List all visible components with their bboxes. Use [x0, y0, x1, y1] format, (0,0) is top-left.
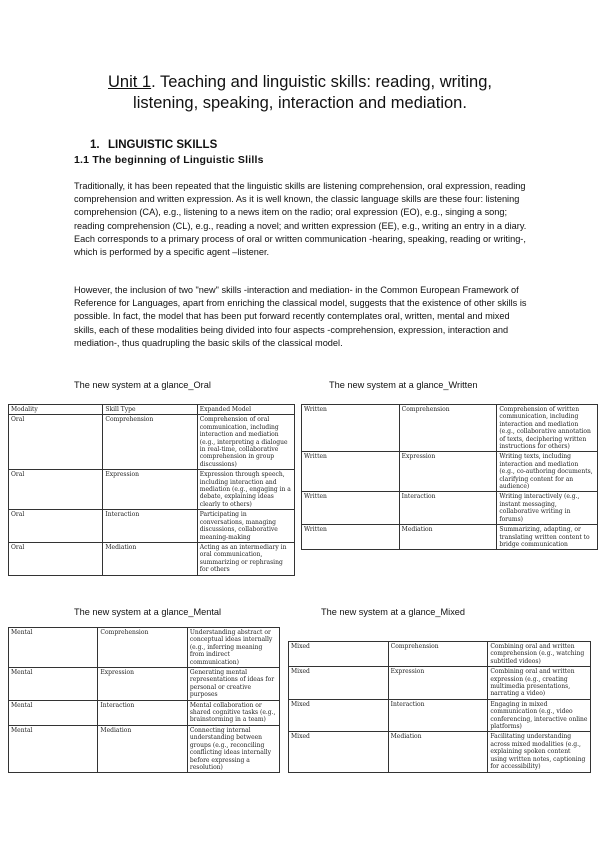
mental-table [8, 627, 280, 773]
table-row [289, 667, 591, 700]
title-line-1: . Teaching and linguistic skills: reading, writing, [151, 73, 492, 91]
table-cell: Comprehension [103, 415, 197, 470]
table-cell: Expression [103, 470, 197, 510]
table-cell: Mental [9, 628, 98, 668]
table-cell: Understanding abstract or conceptual ideas internally (e.g., inferring meaning from indirect communication) [187, 628, 279, 668]
subsection-heading: 1.1 The beginning of Linguistic Slills [74, 154, 264, 166]
caption-mixed: The new system at a glance_Mixed [321, 607, 466, 617]
table-cell: Oral [9, 542, 103, 575]
table-cell: Writing interactively (e.g., instant messaging, collaborative writing in forums) [497, 492, 598, 525]
table-row [302, 452, 598, 492]
header-cell: Skill Type [103, 405, 197, 415]
table-cell: Interaction [103, 510, 197, 543]
table-cell: Written [302, 405, 400, 452]
table-row [9, 668, 280, 701]
table-row [302, 525, 598, 550]
table-cell: Mental [9, 725, 98, 772]
table-cell: Oral [9, 470, 103, 510]
oral-table [8, 404, 295, 576]
table-cell: Mediation [399, 525, 497, 550]
table-row [9, 628, 280, 668]
table-row [9, 470, 295, 510]
table-cell: Written [302, 452, 400, 492]
table-cell: Oral [9, 415, 103, 470]
table-cell: Comprehension of oral communication, including interaction and mediation (e.g., interpreting a dialogue in real-time, collaborative comprehension in group discussions) [197, 415, 294, 470]
table-cell: Acting as an intermediary in oral communication, summarizing or rephrasing for others [197, 542, 294, 575]
table-row [289, 699, 591, 732]
paragraph-new-skills: However, the inclusion of two "new" skills -interaction and mediation- in the Common European Framework of Reference for Languages, apart from enriching the classical model, suggests that the existence of other skills is possible. In fact, the model that has been put forward recently contemplates oral, written, mental and mixed skills, each of these modalities being divided into four aspects -comprehension, expression, interaction and mediation-, thus quadrupling the basic skils of the classical model. [74, 285, 527, 348]
table-row [9, 415, 295, 470]
table-cell: Mental [9, 668, 98, 701]
table-cell: Expression through speech, including interaction and mediation (e.g., engaging in a debate, explaining ideas clearly to others) [197, 470, 294, 510]
table-cell: Mental [9, 700, 98, 725]
table-row [9, 700, 280, 725]
mixed-table [288, 641, 591, 773]
unit-label: Unit 1 [108, 73, 152, 91]
table-row [9, 725, 280, 772]
table-cell: Mixed [289, 732, 389, 772]
table-cell: Combining oral and written expression (e.g., creating multimedia presentations, narrating a video) [488, 667, 591, 700]
table-cell: Comprehension [399, 405, 497, 452]
table-row [9, 510, 295, 543]
table-row [302, 405, 598, 452]
paragraph-traditional-skills: Traditionally, it has been repeated that the linguistic skills are listening comprehension, oral expression, reading comprehension and written expression. As it is well known, the classic language skills are these four: listening comprehension (CA), e.g., listening to a news item on the radio; oral expression (EO), e.g., singing a song; reading comprehension (CL), e.g., reading a novel; and written expression (EE), e.g., writing an entry in a diary. Each corresponds to a primary process of oral or written communication -hearing, speaking, reading or writing-, which is performed by a specific agent –listener. [74, 181, 527, 258]
table-row [289, 642, 591, 667]
table-cell: Mediation [98, 725, 187, 772]
table-cell: Comprehension [388, 642, 488, 667]
table-cell: Interaction [98, 700, 187, 725]
section-heading [90, 139, 217, 151]
table-row [289, 732, 591, 772]
section-heading-text: LINGUISTIC SKILLS [108, 139, 218, 151]
table-cell: Connecting internal understanding between groups (e.g., reconciling conflicting ideas internally before expressing a resolution) [187, 725, 279, 772]
table-row [9, 542, 295, 575]
caption-written: The new system at a glance_Written [329, 380, 478, 390]
written-table [301, 404, 598, 550]
table-cell: Combining oral and written comprehension (e.g., watching subtitled videos) [488, 642, 591, 667]
table-cell: Summarizing, adapting, or translating written content to bridge communication [497, 525, 598, 550]
table-row [302, 492, 598, 525]
table-cell: Engaging in mixed communication (e.g., video conferencing, interactive online platforms) [488, 699, 591, 732]
table-cell: Participating in conversations, managing discussions, collaborative meaning-making [197, 510, 294, 543]
table-cell: Mixed [289, 699, 389, 732]
document-title [40, 72, 560, 114]
table-cell: Facilitating understanding across mixed modalities (e.g., explaining spoken content using written notes, captioning for accessibility) [488, 732, 591, 772]
table-cell: Comprehension of written communication, including interaction and mediation (e.g., collaborative annotation of texts, deciphering written instructions for others) [497, 405, 598, 452]
table-cell: Writing texts, including interaction and mediation (e.g., co-authoring documents, clarifying content for an audience) [497, 452, 598, 492]
table-cell: Mental collaboration or shared cognitive tasks (e.g., brainstorming in a team) [187, 700, 279, 725]
table-header-row [9, 405, 295, 415]
table-cell: Comprehension [98, 628, 187, 668]
table-cell: Oral [9, 510, 103, 543]
title-line-2: listening, speaking, interaction and mediation. [133, 94, 467, 112]
table-cell: Interaction [399, 492, 497, 525]
table-cell: Generating mental representations of ideas for personal or creative purposes [187, 668, 279, 701]
header-cell: Expanded Model [197, 405, 294, 415]
table-cell: Mixed [289, 642, 389, 667]
table-cell: Mediation [388, 732, 488, 772]
caption-oral: The new system at a glance_Oral [74, 380, 211, 390]
caption-mental: The new system at a glance_Mental [74, 607, 222, 617]
table-cell: Expression [399, 452, 497, 492]
table-cell: Mediation [103, 542, 197, 575]
table-cell: Written [302, 525, 400, 550]
table-cell: Interaction [388, 699, 488, 732]
table-cell: Mixed [289, 667, 389, 700]
header-cell: Modality [9, 405, 103, 415]
table-cell: Written [302, 492, 400, 525]
table-cell: Expression [98, 668, 187, 701]
table-cell: Expression [388, 667, 488, 700]
section-number: 1. [90, 139, 100, 151]
